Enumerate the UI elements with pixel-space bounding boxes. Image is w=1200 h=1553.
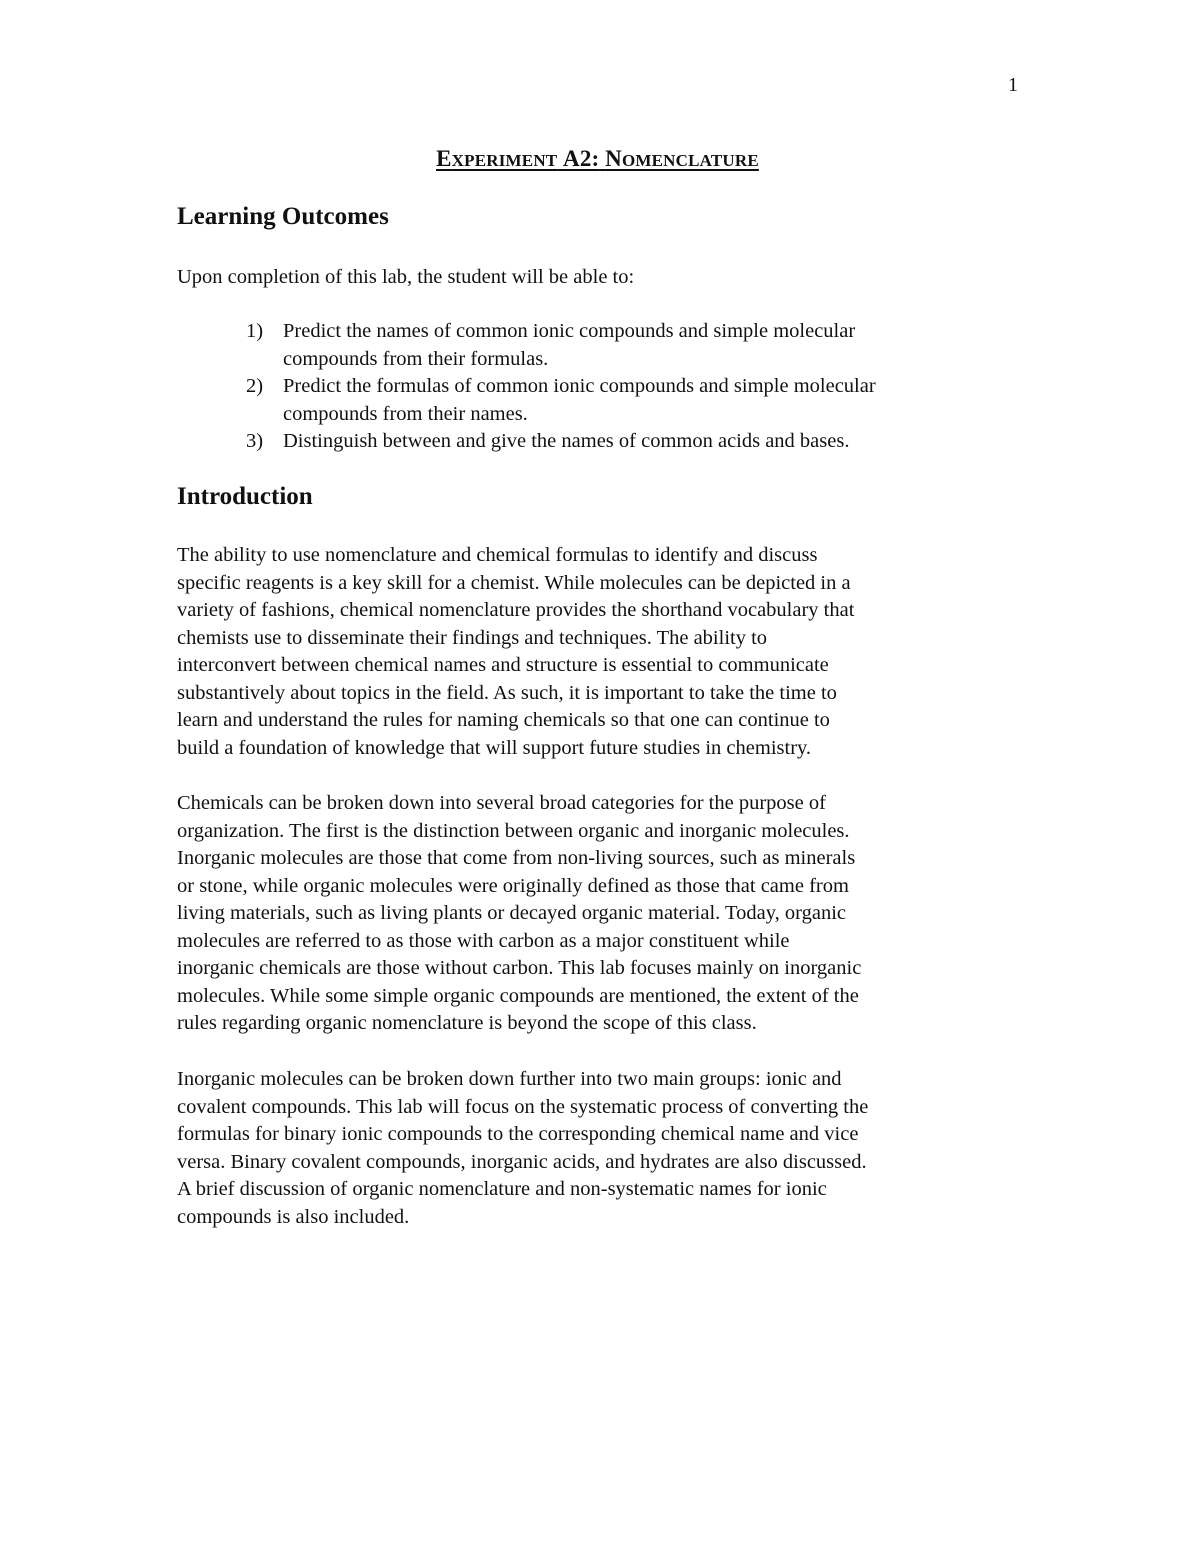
paragraph-line: living materials, such as living plants or decayed organic material. Today, organic <box>177 902 846 924</box>
title-part2: A2: <box>563 146 600 171</box>
page-title <box>0 146 1195 172</box>
learning-outcomes-list <box>177 318 1027 456</box>
list-item <box>177 428 1027 456</box>
paragraph-line: A brief discussion of organic nomenclature and non-systematic names for ionic <box>177 1178 827 1200</box>
paragraph-line: substantively about topics in the field. As such, it is important to take the time to <box>177 681 837 704</box>
paragraph-line: or stone, while organic molecules were originally defined as those that came from <box>177 874 849 897</box>
list-item <box>177 318 1027 373</box>
list-item-number: 2) <box>246 375 264 397</box>
paragraph-line: organization. The first is the distinction between organic and inorganic molecules. <box>177 819 850 842</box>
paragraph-line: versa. Binary covalent compounds, inorganic acids, and hydrates are also discussed. <box>177 1150 867 1173</box>
list-item <box>177 373 1027 428</box>
paragraph-line: learn and understand the rules for naming chemicals so that one can continue to <box>177 709 830 731</box>
title-part1-rest: XPERIMENT <box>451 151 558 170</box>
list-item-line: Distinguish between and give the names of common acids and bases. <box>283 430 850 452</box>
paragraph-line: Chemicals can be broken down into several broad categories for the purpose of <box>177 792 826 814</box>
paragraph-line: interconvert between chemical names and structure is essential to communicate <box>177 654 829 676</box>
paragraph-line: rules regarding organic nomenclature is beyond the scope of this class. <box>177 1012 757 1034</box>
introduction-paragraph-1 <box>177 542 1027 762</box>
paragraph-line: Inorganic molecules are those that come from non-living sources, such as minerals <box>177 847 856 869</box>
paragraph-line: molecules. While some simple organic compounds are mentioned, the extent of the <box>177 984 859 1007</box>
paragraph-line: compounds is also included. <box>177 1205 410 1228</box>
paragraph-line: formulas for binary ionic compounds to the corresponding chemical name and vice <box>177 1123 859 1145</box>
paragraph-line: build a foundation of knowledge that will support future studies in chemistry. <box>177 736 812 759</box>
paragraph-line: The ability to use nomenclature and chemical formulas to identify and discuss <box>177 544 818 566</box>
introduction-paragraph-2 <box>177 790 1027 1038</box>
introduction-heading: Introduction <box>177 483 313 510</box>
paragraph-line: chemists use to disseminate their findings and techniques. The ability to <box>177 626 768 649</box>
title-part3-cap: N <box>605 146 622 171</box>
page-number: 1 <box>1008 74 1018 96</box>
introduction-paragraph-3 <box>177 1066 1027 1231</box>
learning-outcomes-intro: Upon completion of this lab, the student will be able to: <box>177 266 635 288</box>
list-item-line: compounds from their formulas. <box>283 347 549 370</box>
paragraph-line: covalent compounds. This lab will focus on the systematic process of converting the <box>177 1095 869 1118</box>
paragraph-line: inorganic chemicals are those without carbon. This lab focuses mainly on inorganic <box>177 957 862 979</box>
list-item-line: Predict the formulas of common ionic compounds and simple molecular <box>283 375 876 397</box>
title-part3-rest: OMENCLATURE <box>621 151 759 170</box>
paragraph-line: molecules are referred to as those with carbon as a major constituent while <box>177 929 790 952</box>
paragraph-line: Inorganic molecules can be broken down further into two main groups: ionic and <box>177 1068 842 1090</box>
list-item-number: 1) <box>246 320 264 342</box>
paragraph-line: variety of fashions, chemical nomenclature provides the shorthand vocabulary that <box>177 599 855 621</box>
title-part1-cap: E <box>436 146 452 171</box>
list-item-line: compounds from their names. <box>283 402 528 425</box>
list-item-line: Predict the names of common ionic compounds and simple molecular <box>283 320 856 342</box>
list-item-number: 3) <box>246 430 264 452</box>
paragraph-line: specific reagents is a key skill for a chemist. While molecules can be depicted in a <box>177 571 851 594</box>
learning-outcomes-heading: Learning Outcomes <box>177 203 389 230</box>
